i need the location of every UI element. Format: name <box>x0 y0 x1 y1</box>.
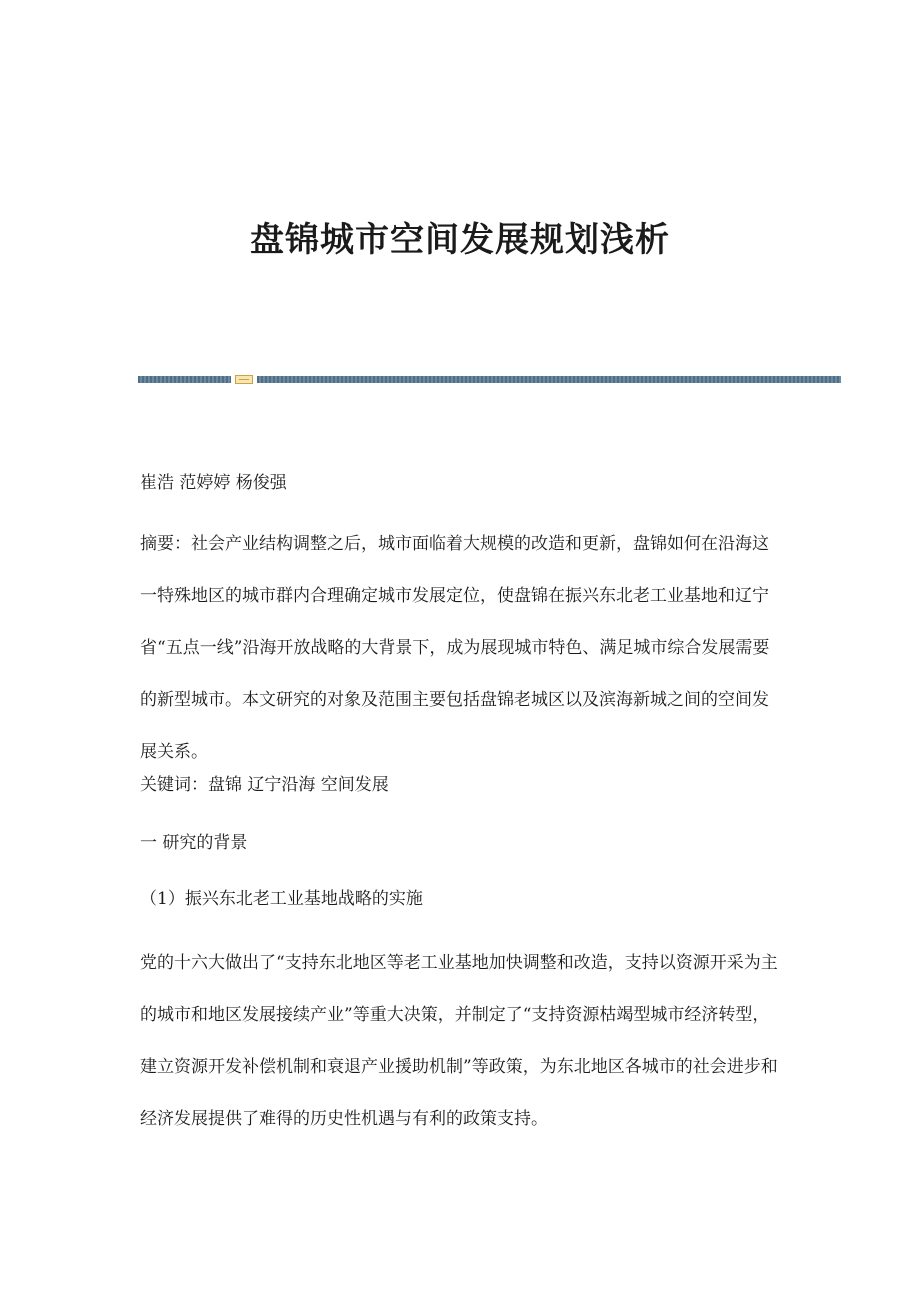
body-paragraph: 党的十六大做出了“支持东北地区等老工业基地加快调整和改造，支持以资源开采为主的城市和地区发展接续产业”等重大决策，并制定了“支持资源枯竭型城市经济转型，建立资源开发补偿机制和衰退产业援助机制”等政策，为东北地区各城市的社会进步和经济发展提供了难得的历史性机遇与有利的政策支持。 <box>140 953 778 1129</box>
keywords-label: 关键词： <box>140 775 208 795</box>
author-list: 崔浩 范婷婷 杨俊强 <box>140 473 287 493</box>
keywords-text: 盘锦 辽宁沿海 空间发展 <box>208 775 389 795</box>
divider-bar-left <box>138 376 231 383</box>
subsection-heading: （1）振兴东北老工业基地战略的实施 <box>140 889 423 909</box>
abstract-label: 摘要： <box>140 534 191 554</box>
keywords <box>140 768 780 802</box>
title-divider <box>138 375 841 384</box>
section-heading: 一 研究的背景 <box>140 833 248 853</box>
paper-title: 盘锦城市空间发展规划浅析 <box>250 220 670 260</box>
divider-bar-right <box>257 376 841 383</box>
abstract-text: 社会产业结构调整之后，城市面临着大规模的改造和更新，盘锦如何在沿海这一特殊地区的城市群内合理确定城市发展定位，使盘锦在振兴东北老工业基地和辽宁省“五点一线”沿海开放战略的大背景下，成为展现城市特色、满足城市综合发展需要的新型城市。本文研究的对象及范围主要包括盘锦老城区以及滨海新城之间的空间发展关系。 <box>140 534 770 762</box>
divider-ornament-icon <box>235 375 253 384</box>
abstract <box>140 518 780 778</box>
